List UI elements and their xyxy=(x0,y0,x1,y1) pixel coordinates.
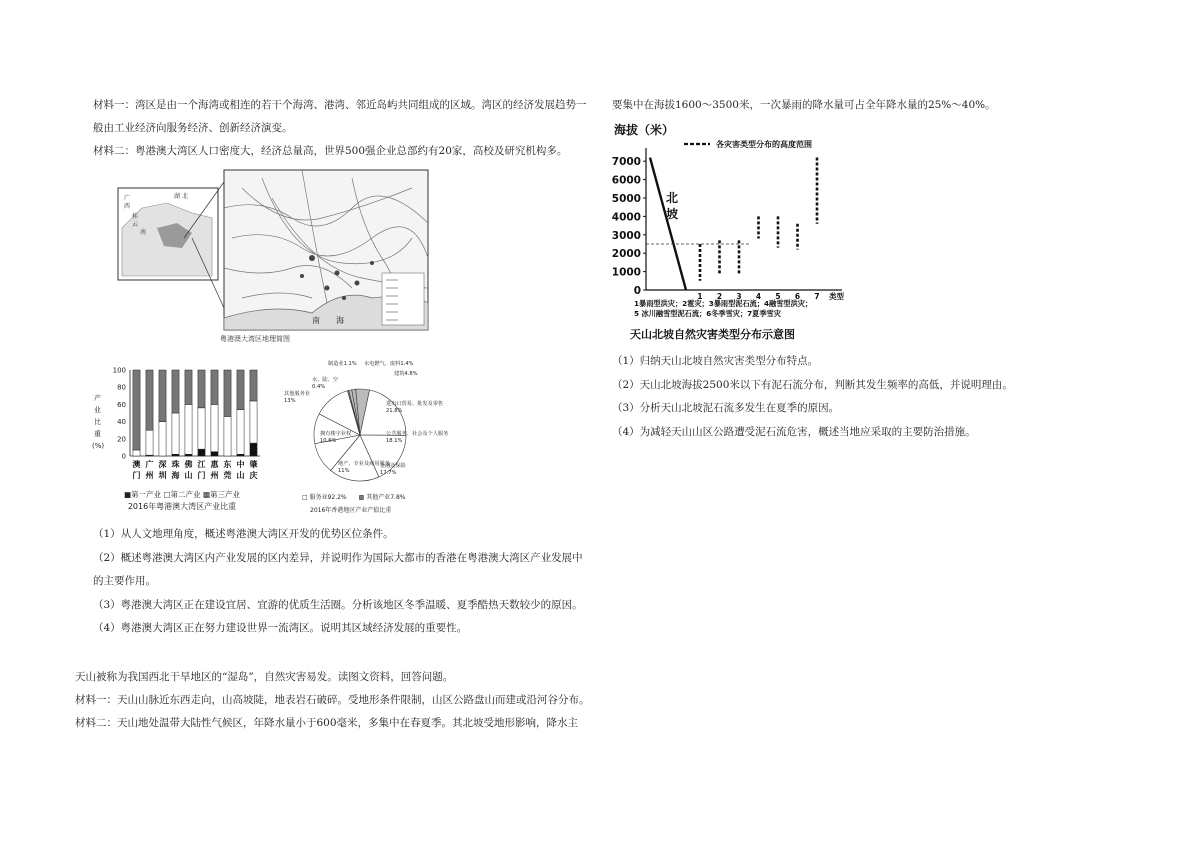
bar-y-tick: 60 xyxy=(117,400,126,409)
bar-caption: 2016年粤港澳大湾区产业比重 xyxy=(127,502,237,511)
dis-x-tick: 5 xyxy=(775,292,781,301)
pie-slice-label: 水电燃气、废料1.4% xyxy=(364,361,414,367)
bar-x-label: 山 xyxy=(184,471,193,480)
bar-segment xyxy=(159,422,166,456)
bar-legend xyxy=(92,489,272,500)
pie-slice-label: 制造业1.1% xyxy=(328,361,357,367)
bar-segment xyxy=(172,413,179,454)
question-3: （3）粤港澳大湾区正在建设宜居、宜游的优质生活圈。分析该地区冬季温暖、夏季酷热天数较少的原因。 xyxy=(93,598,583,611)
bar-segment xyxy=(185,404,192,454)
bar-x-label: 珠 xyxy=(171,460,180,469)
disaster-elevation-chart xyxy=(612,120,872,345)
inset-label: 云 xyxy=(132,221,139,228)
dis-x-tick: 2 xyxy=(716,292,723,301)
bar-x-label: 东 xyxy=(223,460,232,469)
dis-x-tick: 7 xyxy=(814,292,820,301)
inset-label: 南 xyxy=(140,229,147,236)
tianshan-material-1: 材料一：天山山脉近东西走向，山高坡陡，地表岩石破碎。受地形条件限制，山区公路盘山而建或沿河谷分布。 xyxy=(75,694,590,706)
tianshan-intro xyxy=(75,666,590,735)
bar-x-label: 中 xyxy=(236,460,245,469)
right-questions xyxy=(612,350,1082,444)
dis-y-tick: 3000 xyxy=(611,229,641,242)
right-question-1: （1）归纳天山北坡自然灾害类型分布特点。 xyxy=(612,355,819,367)
dis-y-tick: 0 xyxy=(633,285,641,297)
pie-slice-label: 公共服务、社会及个人服务 18.1% xyxy=(386,431,449,444)
right-question-3: （3）分析天山北坡泥石流多发生在夏季的原因。 xyxy=(612,402,840,414)
bar-segment xyxy=(133,450,140,456)
inset-label: 广 xyxy=(124,195,131,202)
bar-segment xyxy=(146,430,153,455)
tianshan-intro-text: 天山被称为我国西北干旱地区的“湿岛”，自然灾害易发。读图文资料，回答问题。 xyxy=(75,671,454,683)
bar-segment xyxy=(146,370,153,430)
bar-x-label: 门 xyxy=(132,471,141,480)
bar-segment xyxy=(198,408,205,449)
dis-xlabel: 类型 xyxy=(829,292,844,301)
bar-x-label: 山 xyxy=(236,471,245,480)
left-questions xyxy=(93,523,590,641)
bar-segment xyxy=(159,370,166,422)
dis-x-tick: 3 xyxy=(736,292,742,301)
bar-y-tick: 40 xyxy=(117,418,126,427)
bar-segment xyxy=(237,410,244,455)
bar-x-label: 海 xyxy=(171,471,180,480)
dis-x-tick: 1 xyxy=(697,292,703,301)
material-2-text: 材料二：粤港澳大湾区人口密度大，经济总量高，世界500强企业总部约有20家，高校及研究机构多。 xyxy=(93,145,568,157)
bar-ylabel-5: (%) xyxy=(92,442,105,450)
tianshan-material-2: 材料二：天山地处温带大陆性气候区，年降水量小于600毫米，多集中在春夏季。其北坡受地形影响，降水主 xyxy=(75,717,579,729)
left-column xyxy=(93,94,590,163)
bar-segment xyxy=(172,454,179,456)
pie-caption: 2016年香港地区产业产值比重 xyxy=(310,507,392,514)
bar-y-tick: 80 xyxy=(117,383,126,392)
industry-bar-chart xyxy=(92,360,272,500)
bar-y-tick: 0 xyxy=(121,452,126,461)
dis-type-key: 5 冰川融雪型泥石流；6冬季雪灾；7夏季雪灾 xyxy=(634,309,781,318)
material-continuation: 要集中在海拔1600～3500米，一次暴雨的降水量可占全年降水量的25%～40%。 xyxy=(612,99,996,111)
bar-x-label: 广 xyxy=(145,460,154,469)
dis-y-tick: 4000 xyxy=(611,211,641,224)
pie-slice-label: 拥有楼宇业权 10.6% xyxy=(320,431,352,444)
bar-y-tick: 100 xyxy=(112,366,126,375)
inset-label: 北 xyxy=(182,193,189,200)
bar-ylabel-3: 比 xyxy=(94,418,101,426)
dis-x-tick: 4 xyxy=(755,292,762,301)
bar-segment xyxy=(250,401,257,443)
bar-x-label: 圳 xyxy=(158,471,167,480)
dis-y-tick: 2000 xyxy=(611,248,641,261)
sea-label: 南 海 xyxy=(312,316,344,325)
bar-segment xyxy=(211,370,218,404)
bar-segment xyxy=(224,416,231,456)
bar-segment xyxy=(250,443,257,456)
pie-slice-label: 其他服务业 13% xyxy=(284,391,310,404)
bar-ylabel-4: 重 xyxy=(94,430,101,438)
north-slope-line xyxy=(650,158,686,290)
pie-chart-figure xyxy=(282,355,449,520)
bar-x-label: 州 xyxy=(210,471,219,480)
right-question-4: （4）为减轻天山山区公路遭受泥石流危害，概述当地应采取的主要防治措施。 xyxy=(612,425,976,438)
bar-x-label: 肇 xyxy=(249,460,258,469)
pie-slice-label: 建筑4.8% xyxy=(394,371,418,377)
dis-type-key: 1暴雨型洪灾；2雹灾；3暴雨型泥石流；4融雪型洪灾； xyxy=(634,299,813,308)
bar-y-tick: 20 xyxy=(117,435,126,444)
bar-x-label: 庆 xyxy=(249,471,258,480)
question-2: （2）概述粤港澳大湾区内产业发展的区内差异，并说明作为国际大都市的香港在粤港澳大湾区产业发展中的主要作用。 xyxy=(93,551,583,587)
bar-segment xyxy=(172,370,179,413)
question-4: （4）粤港澳大湾区正在努力建设世界一流湾区。说明其区域经济发展的重要性。 xyxy=(93,622,468,634)
bar-segment xyxy=(224,370,231,416)
pie-slice-label: 地产、专业及商用服务 11% xyxy=(338,461,390,474)
bar-segment xyxy=(198,449,205,456)
dis-y-tick: 1000 xyxy=(611,266,641,279)
bar-segment xyxy=(237,454,244,456)
pie-legend-item: □ 服务业92.2% xyxy=(302,494,347,501)
bar-legend-item: ▩第三产业 xyxy=(202,490,241,499)
dis-ylabel: 海拔（米） xyxy=(614,123,675,137)
bar-segment xyxy=(237,370,244,410)
bar-segment xyxy=(250,370,257,401)
pie-slice-label: 水、陆、空 0.4% xyxy=(312,377,338,390)
bar-segment xyxy=(211,452,218,456)
dis-y-tick: 6000 xyxy=(611,174,641,187)
slope-label-2: 坡 xyxy=(666,207,679,221)
gba-map-figure xyxy=(112,168,432,348)
pie-legend xyxy=(302,492,442,501)
inset-label: 西 xyxy=(124,203,131,210)
right-question-2: （2）天山北坡海拔2500米以下有泥石流分布，判断其发生频率的高低，并说明理由。 xyxy=(612,378,1013,391)
bar-x-label: 莞 xyxy=(223,471,232,480)
dis-title: 天山北坡自然灾害类型分布示意图 xyxy=(630,328,795,341)
bar-segment xyxy=(211,404,218,451)
material-1-text: 材料一：湾区是由一个海湾或相连的若干个海湾、港湾、邻近岛屿共同组成的区域。湾区的经济发展趋势一般由工业经济向服务经济、创新经济演变。 xyxy=(93,99,587,134)
dis-x-tick: 6 xyxy=(794,292,801,301)
bar-x-label: 惠 xyxy=(210,460,219,469)
bar-x-label: 佛 xyxy=(184,460,193,469)
map-caption: 粤港澳大湾区地理简图 xyxy=(220,335,290,343)
bar-legend-item: □第二产业 xyxy=(163,490,203,499)
bar-segment xyxy=(185,370,192,404)
bar-legend-item: ■第一产业 xyxy=(123,490,164,499)
bar-segment xyxy=(185,454,192,456)
bar-ylabel: 产 xyxy=(94,394,101,402)
dis-legend-text: 各灾害类型分布的高度范围 xyxy=(716,140,812,149)
dis-y-tick: 7000 xyxy=(611,156,641,169)
bar-chart-figure xyxy=(92,360,272,520)
bar-x-label: 门 xyxy=(197,471,206,480)
inset-label: 湖 xyxy=(174,193,181,200)
disaster-chart-figure xyxy=(612,120,872,345)
bar-ylabel-2: 业 xyxy=(94,406,101,414)
pie-slice-label: 金融及保险 17.7% xyxy=(380,463,406,476)
bar-x-label: 深 xyxy=(158,460,167,469)
gba-map xyxy=(112,168,432,348)
bar-segment xyxy=(133,370,140,450)
slope-label: 北 xyxy=(666,191,679,205)
bar-segment xyxy=(198,370,205,408)
dis-y-tick: 5000 xyxy=(611,193,641,205)
bar-x-label: 江 xyxy=(197,460,206,469)
inset-label: 桂 xyxy=(132,213,139,220)
bar-x-label: 州 xyxy=(145,471,154,480)
hk-industry-pie xyxy=(282,355,449,503)
pie-slice-label: 进出口贸易、批发及零售 21.8% xyxy=(386,401,444,414)
pie-legend-item: ▩ 其他产业7.8% xyxy=(346,494,406,501)
right-column xyxy=(612,94,1082,117)
bar-x-label: 澳 xyxy=(132,460,141,469)
question-1: （1）从人文地理角度，概述粤港澳大湾区开发的优势区位条件。 xyxy=(93,528,394,540)
